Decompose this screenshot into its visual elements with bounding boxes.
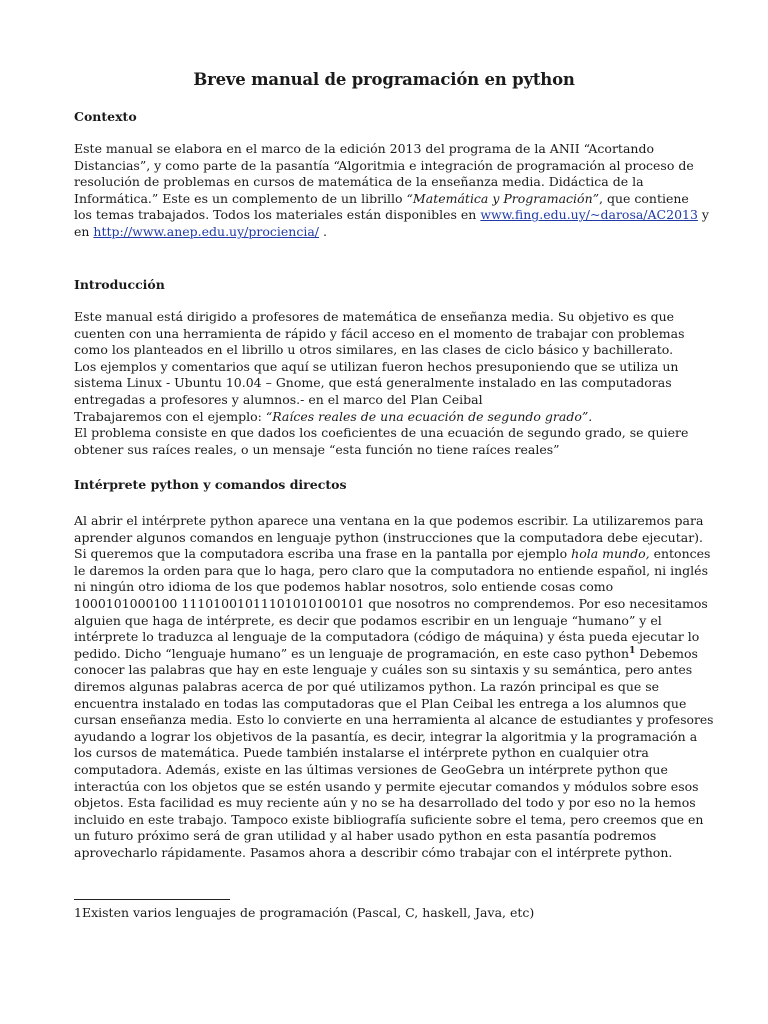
text-line: computadora. Además, existe en las últimas versiones de GeoGebra un intérprete python que [74, 761, 668, 777]
text-span: . [318, 223, 327, 239]
text-line [74, 207, 709, 224]
text-span: . [588, 408, 593, 424]
text-line: los cursos de matemática. Puede también instalarse el intérprete python en cualquier otra [74, 745, 649, 761]
link-fing[interactable]: www.fing.edu.uy/~darosa/AC2013 [480, 207, 698, 223]
text-line: incluido en este trabajo. Tampoco existe bibliografía suficiente sobre el tema, pero creemos que en [74, 811, 704, 827]
text-line [74, 546, 711, 563]
footnote-separator [74, 899, 230, 900]
text-line: ni ningún otro idioma de los que podemos hablar nosotros, solo entiende cosas como [74, 579, 614, 595]
text-line: encuentra instalado en todas las computadoras que el Plan Ceibal les entrega a los alumnos que [74, 695, 687, 711]
text-line: le daremos la orden para que lo haga, pero claro que la computadora no entiende español, ni inglés [74, 562, 708, 578]
italic-title: “Matemática y Programación” [406, 190, 600, 206]
text-line: objetos. Esta facilidad es muy reciente aún y no se ha desarrollado del todo y por eso no la hemos [74, 795, 696, 811]
text-line: alguien que haga de intérprete, es decir que podamos escribir en un lenguaje “humano” y el [74, 612, 662, 628]
paragraph-contexto [74, 141, 709, 241]
footnote-text: 1Existen varios lenguajes de programación (Pascal, C, haskell, Java, etc) [74, 905, 535, 920]
text-line: un futuro próximo será de gran utilidad y al haber usado python en esta pasantía podremos [74, 828, 657, 844]
text-line: El problema consiste en que dados los coeficientes de una ecuación de segundo grado, se quiere [74, 425, 689, 441]
text-span: los temas trabajados. Todos los materiales están disponibles en [74, 207, 481, 223]
text-line [74, 224, 704, 241]
text-line: aprender algunos comandos en lenguaje python (instrucciones que la computadora debe ejecutar). [74, 529, 704, 545]
text-line: Los ejemplos y comentarios que aquí se utilizan fueron hechos presuponiendo que se utiliza un [74, 358, 679, 374]
text-span: entonces [649, 546, 711, 562]
text-line: interactúa con los objetos que se estén usando y permite ejecutar comandos y módulos sobre esos [74, 778, 699, 794]
text-line: entregadas a profesores y alumnos.- en el marco del Plan Ceibal [74, 391, 483, 407]
text-span: Debemos [635, 645, 698, 661]
document-title: Breve manual de programación en python [193, 70, 575, 89]
text-span: , que contiene [599, 190, 689, 206]
text-span: Informática.” Este es un complemento de un librillo [74, 190, 407, 206]
section-heading-introduccion: Introducción [74, 277, 165, 292]
text-line: como los planteados en el librillo u otros similares, en las clases de ciclo básico y bachillerato. [74, 342, 674, 358]
text-line: sistema Linux - Ubuntu 10.04 – Gnome, que está generalmente instalado en las computadoras [74, 375, 672, 391]
text-line: ayudando a lograr los objetivos de la pasantía, es decir, integrar la algoritmia y la programación a [74, 728, 698, 744]
text-span: Trabajaremos con el ejemplo: [74, 408, 266, 424]
italic-phrase: hola mundo, [571, 546, 650, 562]
text-line: conocer las palabras que hay en este lenguaje y cuáles son su sintaxis y su semántica, pero antes [74, 662, 693, 678]
text-line [74, 646, 704, 663]
text-line: obtener sus raíces reales, o un mensaje “esta función no tiene raíces reales” [74, 441, 560, 457]
footnote-ref[interactable]: 1 [629, 645, 636, 656]
text-span: pedido. Dicho “lenguaje humano” es un lenguaje de programación, en este caso python [74, 645, 630, 661]
text-line: Este manual está dirigido a profesores de matemática de enseñanza media. Su objetivo es que [74, 309, 675, 324]
paragraph-introduccion [74, 309, 704, 458]
text-line: aprovecharlo rápidamente. Pasamos ahora a describir cómo trabajar con el intérprete python. [74, 844, 673, 860]
text-span: Si queremos que la computadora escriba una frase en la pantalla por ejemplo [74, 546, 572, 562]
text-span: en [74, 223, 94, 239]
text-line [74, 409, 704, 426]
section-heading-interprete: Intérprete python y comandos directos [74, 477, 347, 492]
text-line: 1000101000100 11101001011101010100101 que nosotros no comprendemos. Por eso necesitamos [74, 595, 708, 611]
text-line: Distancias”, y como parte de la pasantía “Algoritmia e integración de programación al proceso de [74, 157, 694, 173]
paragraph-interprete [74, 513, 714, 861]
link-anep[interactable]: http://www.anep.edu.uy/prociencia/ [93, 223, 319, 239]
section-heading-contexto: Contexto [74, 109, 137, 124]
text-line: cuenten con una herramienta de rápido y fácil acceso en el momento de trabajar con problemas [74, 325, 685, 341]
text-line: diremos algunas palabras acerca de por qué utilizamos python. La razón principal es que se [74, 678, 660, 694]
text-line: Al abrir el intérprete python aparece una ventana en la que podemos escribir. La utilizaremos para [74, 513, 704, 528]
text-span: y [697, 207, 709, 223]
text-line: Este manual se elabora en el marco de la edición 2013 del programa de la ANII “Acortando [74, 141, 654, 156]
text-line: intérprete lo traduzca al lenguaje de la computadora (código de máquina) y ésta pueda ejecutar lo [74, 629, 700, 645]
text-line [74, 191, 704, 208]
italic-example: “Raíces reales de una ecuación de segundo grado” [265, 408, 589, 424]
text-line: resolución de problemas en cursos de matemática de la enseñanza media. Didáctica de la [74, 174, 644, 190]
text-line: cursan enseñanza media. Esto lo convierte en una herramienta al alcance de estudiantes y profesores [74, 712, 714, 728]
